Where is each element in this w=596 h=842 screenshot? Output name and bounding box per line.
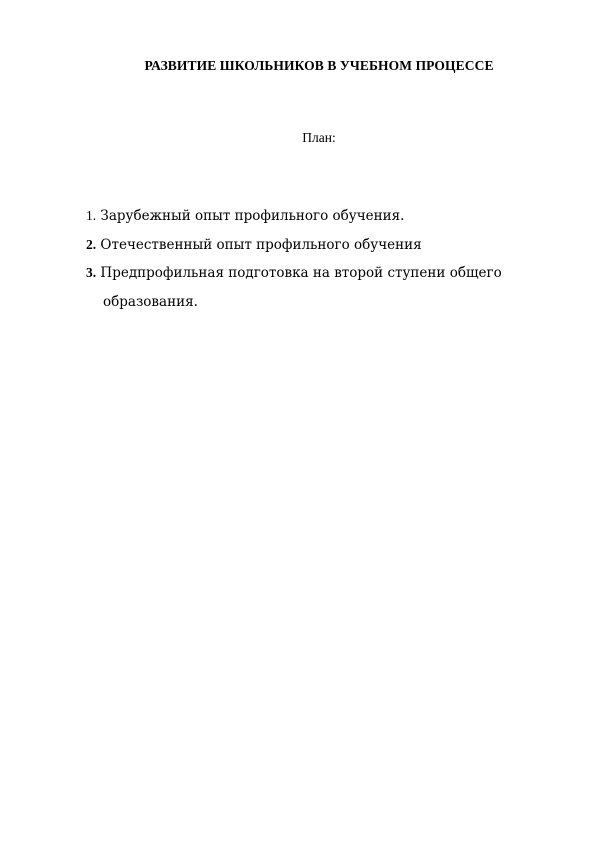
plan-item-number: 1. <box>86 208 97 223</box>
plan-item-text: Предпрофильная подготовка на второй ступени общего образования. <box>100 265 502 310</box>
plan-item-3 <box>86 259 516 316</box>
plan-item-text: Зарубежный опыт профильного обучения. <box>100 208 405 224</box>
document-title: РАЗВИТИЕ ШКОЛЬНИКОВ В УЧЕБНОМ ПРОЦЕССЕ <box>144 58 494 73</box>
plan-item-number: 3. <box>86 265 97 280</box>
plan-item-text: Отечественный опыт профильного обучения <box>100 236 422 253</box>
plan-item-number: 2. <box>86 236 97 252</box>
plan-list <box>86 202 516 316</box>
plan-item-1 <box>86 202 516 231</box>
plan-heading: План: <box>302 130 336 145</box>
plan-item-2 <box>86 231 516 260</box>
